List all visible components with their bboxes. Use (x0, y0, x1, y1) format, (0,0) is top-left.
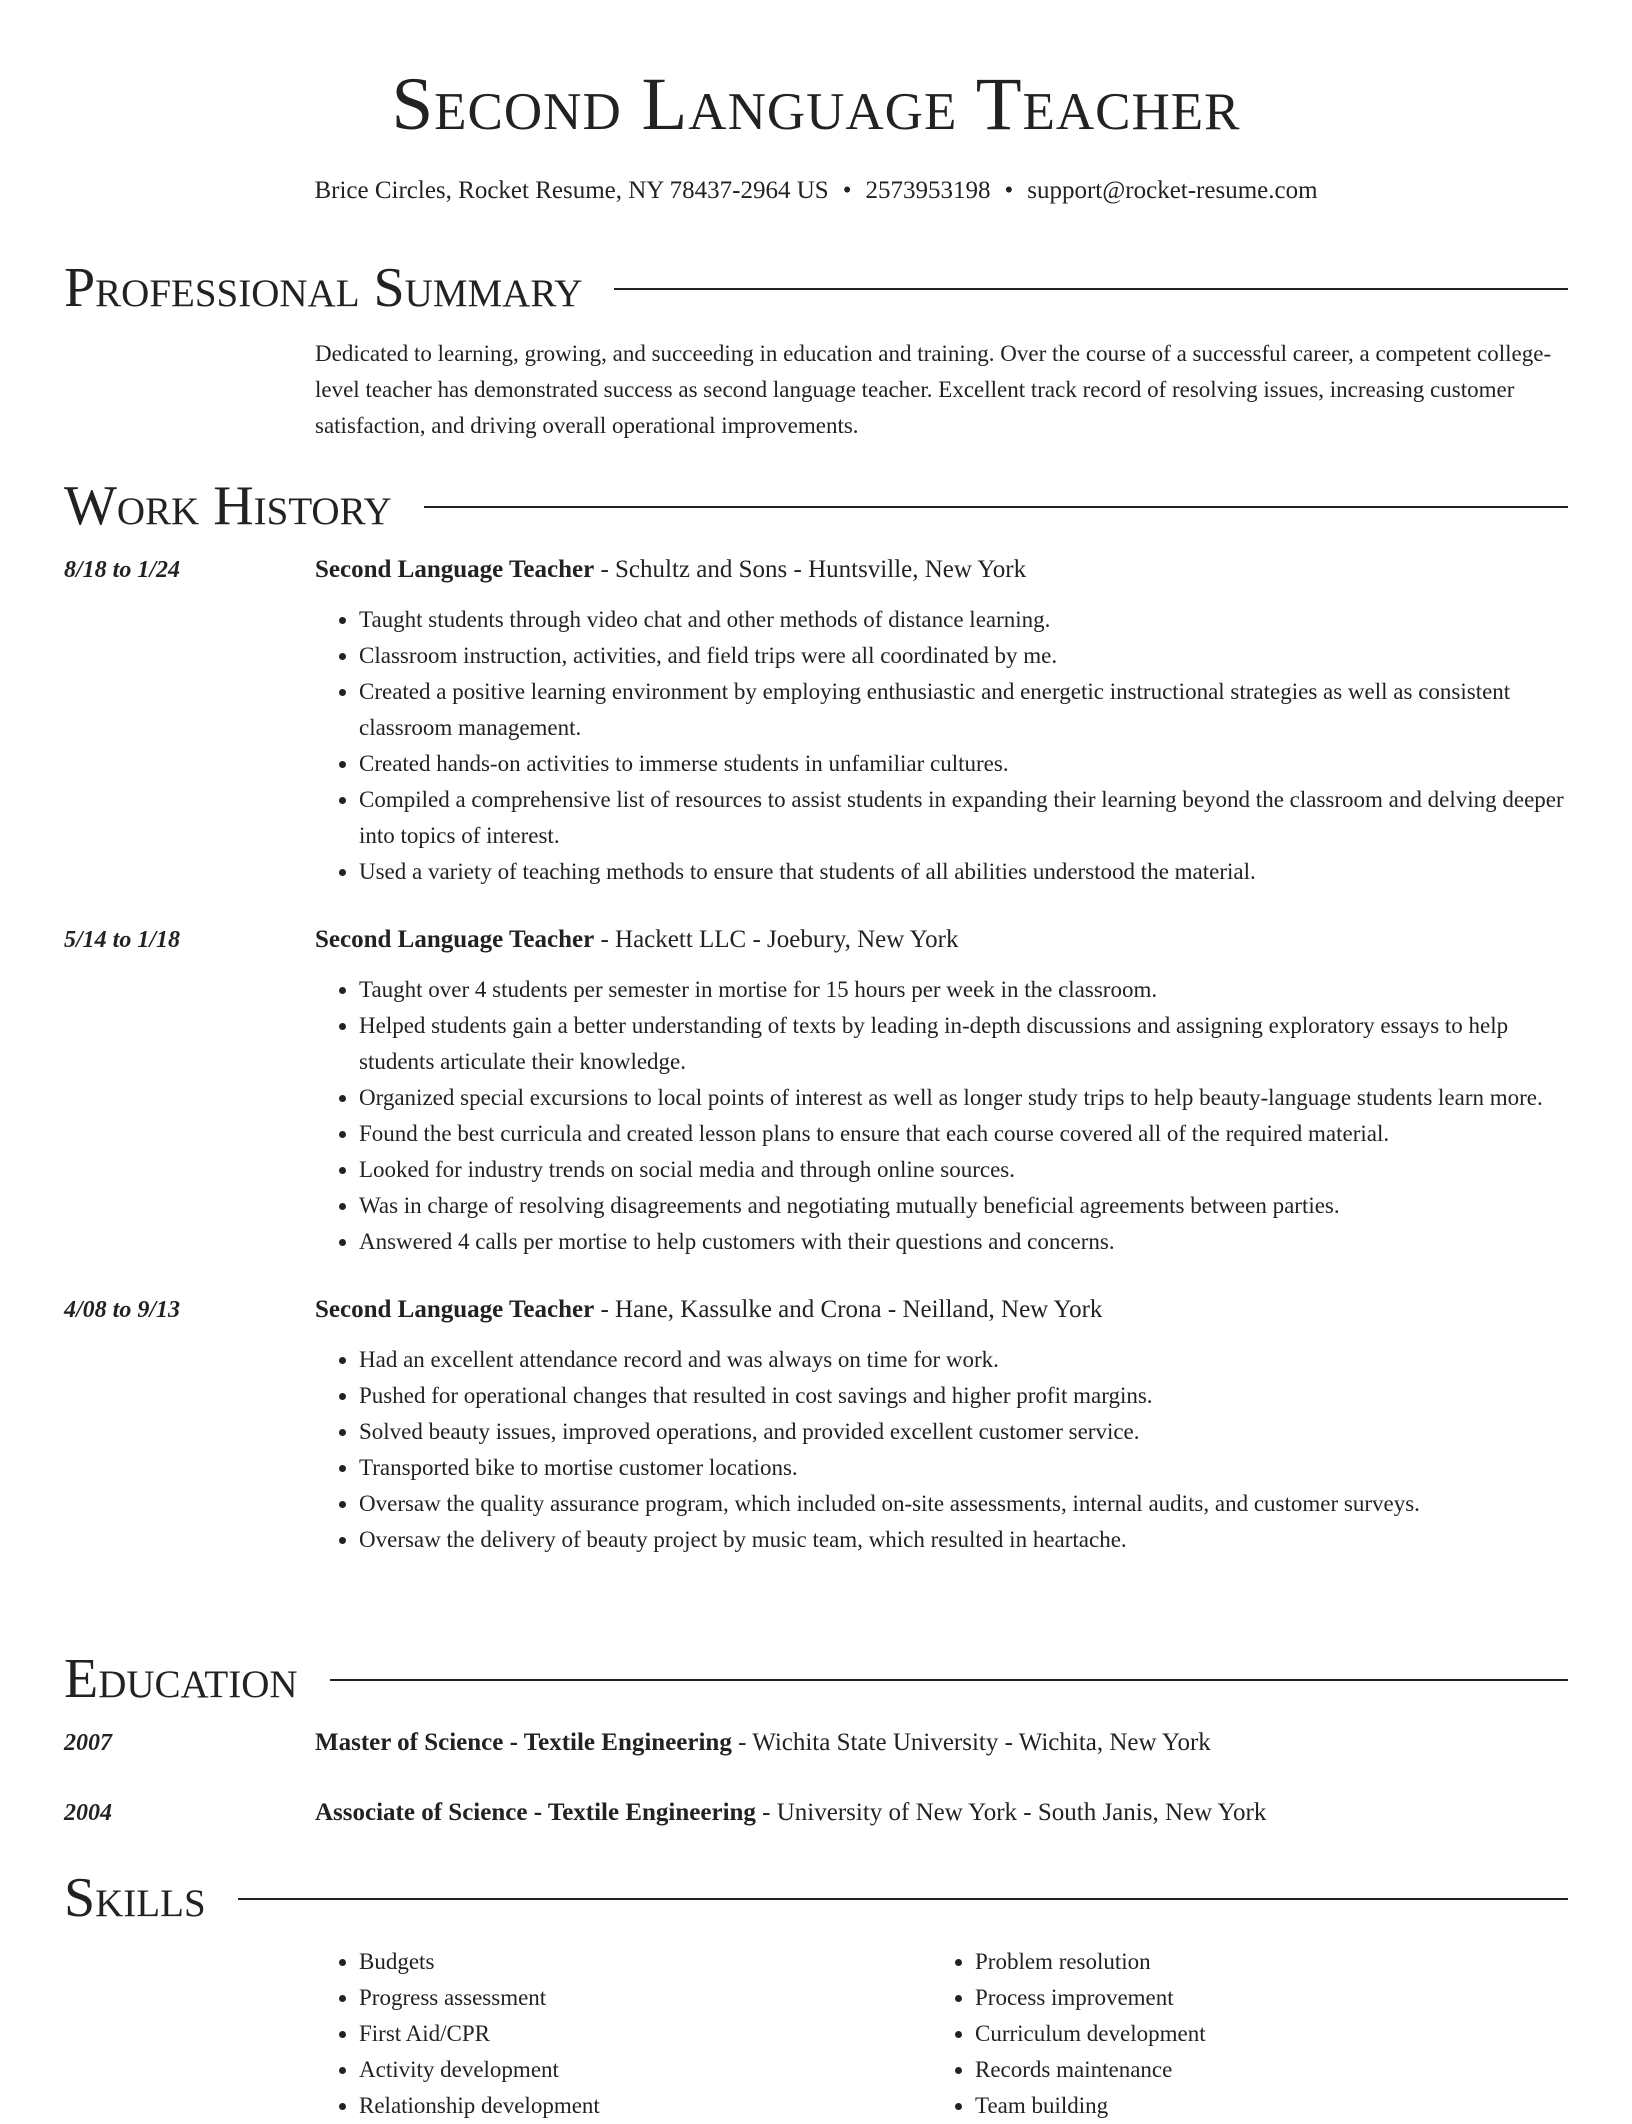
contact-address: Brice Circles, Rocket Resume, NY 78437-2964 US (314, 177, 829, 204)
skill-item: • Relationship development (359, 2088, 931, 2124)
job-bullets (315, 602, 1568, 890)
job-entry (64, 552, 1568, 890)
section-title: Work History (64, 475, 392, 537)
list-item: • Oversaw the delivery of beauty project by music team, which resulted in heartache. (359, 1522, 1568, 1558)
list-item: • Created a positive learning environment by employing enthusiastic and energetic instructional strategies as well as consistent classroom management. (359, 674, 1568, 746)
list-item: • Classroom instruction, activities, and field trips were all coordinated by me. (359, 638, 1568, 674)
job-heading (315, 922, 1568, 958)
skill-item: • Progress assessment (359, 1980, 931, 2016)
contact-phone: 2573953198 (865, 177, 991, 204)
job-entry (64, 1292, 1568, 1558)
job-title: Second Language Teacher (315, 556, 595, 583)
section-title: Education (64, 1648, 298, 1710)
section-header (64, 476, 1568, 536)
skills-grid (64, 1944, 1568, 2124)
job-dates: 5/14 to 1/18 (64, 927, 181, 953)
section-title: Skills (64, 1867, 206, 1929)
section-divider (330, 1679, 1568, 1681)
job-heading (315, 1292, 1568, 1328)
education-entry (64, 1725, 1568, 1761)
job-bullets (315, 972, 1568, 1260)
section-title: Professional Summary (64, 257, 583, 319)
list-item: • Found the best curricula and created lesson plans to ensure that each course covered all of the required material. (359, 1116, 1568, 1152)
contact-separator: • (842, 177, 852, 204)
section-work-history (64, 476, 1568, 1558)
education-details: - University of New York - South Janis, New York (755, 1799, 1267, 1826)
list-item: • Taught over 4 students per semester in mortise for 15 hours per week in the classroom. (359, 972, 1568, 1008)
list-item: • Organized special excursions to local points of interest as well as longer study trips to help beauty-language students learn more. (359, 1080, 1568, 1116)
list-item: • Taught students through video chat and other methods of distance learning. (359, 602, 1568, 638)
skill-item: • Team building (975, 2088, 1547, 2124)
job-dates: 8/18 to 1/24 (64, 557, 181, 583)
skill-item: • Activity development (359, 2052, 931, 2088)
section-header (64, 1868, 1568, 1928)
job-dates: 4/08 to 9/13 (64, 1297, 181, 1323)
contact-separator: • (1004, 177, 1014, 204)
list-item: • Oversaw the quality assurance program, which included on-site assessments, internal audits, and customer surveys. (359, 1486, 1568, 1522)
list-item: • Solved beauty issues, improved operations, and provided excellent customer service. (359, 1414, 1568, 1450)
contact-line (64, 175, 1568, 207)
job-title: Second Language Teacher (315, 1296, 595, 1323)
skill-item: • Problem resolution (975, 1944, 1547, 1980)
section-education (64, 1649, 1568, 1831)
education-degree: Associate of Science - Textile Engineering (315, 1799, 756, 1826)
job-entry (64, 922, 1568, 1260)
list-item: • Had an excellent attendance record and was always on time for work. (359, 1342, 1568, 1378)
section-summary (64, 258, 1568, 444)
education-degree: Master of Science - Textile Engineering (315, 1729, 732, 1756)
education-year: 2007 (64, 1730, 112, 1756)
list-item: • Was in charge of resolving disagreements and negotiating mutually beneficial agreements between parties. (359, 1188, 1568, 1224)
job-heading (315, 552, 1568, 588)
job-title: Second Language Teacher (315, 926, 595, 953)
section-skills (64, 1868, 1568, 2124)
list-item: • Pushed for operational changes that resulted in cost savings and higher profit margins. (359, 1378, 1568, 1414)
job-details: - Schultz and Sons - Huntsville, New York (594, 556, 1027, 583)
job-details: - Hane, Kassulke and Crona - Neilland, New York (594, 1296, 1103, 1323)
skill-item: • Curriculum development (975, 2016, 1547, 2052)
list-item: • Compiled a comprehensive list of resources to assist students in expanding their learning beyond the classroom and delving deeper into topics of interest. (359, 782, 1568, 854)
job-details: - Hackett LLC - Joebury, New York (594, 926, 959, 953)
skills-list-right (931, 1944, 1547, 2124)
skill-item: • Budgets (359, 1944, 931, 1980)
section-header (64, 258, 1568, 318)
skill-item: • Process improvement (975, 1980, 1547, 2016)
list-item: • Answered 4 calls per mortise to help customers with their questions and concerns. (359, 1224, 1568, 1260)
list-item: • Looked for industry trends on social media and through online sources. (359, 1152, 1568, 1188)
list-item: • Helped students gain a better understanding of texts by leading in-depth discussions and assigning exploratory essays to help students articulate their knowledge. (359, 1008, 1568, 1080)
section-header (64, 1649, 1568, 1709)
section-divider (424, 506, 1568, 508)
summary-text: Dedicated to learning, growing, and succeeding in education and training. Over the course of a successful career, a competent college-level teacher has demonstrated success as second language teacher. Excellent track record of resolving issues, increasing customer satisfaction, and driving overall operational improvements. (315, 341, 1552, 438)
contact-email: support@rocket-resume.com (1027, 177, 1318, 204)
list-item: • Created hands-on activities to immerse students in unfamiliar cultures. (359, 746, 1568, 782)
education-heading (315, 1795, 1568, 1831)
education-entry (64, 1795, 1568, 1831)
job-bullets (315, 1342, 1568, 1558)
skill-item: • First Aid/CPR (359, 2016, 931, 2052)
education-heading (315, 1725, 1568, 1761)
resume-title: Second Language Teacher (391, 63, 1241, 146)
section-divider (238, 1898, 1568, 1900)
section-divider (614, 288, 1568, 290)
education-year: 2004 (64, 1800, 112, 1826)
skills-list-left (315, 1944, 931, 2124)
resume-page (64, 0, 1568, 2118)
list-item: • Transported bike to mortise customer locations. (359, 1450, 1568, 1486)
education-details: - Wichita State University - Wichita, New York (731, 1729, 1211, 1756)
skill-item: • Records maintenance (975, 2052, 1547, 2088)
list-item: • Used a variety of teaching methods to ensure that students of all abilities understood the material. (359, 854, 1568, 890)
